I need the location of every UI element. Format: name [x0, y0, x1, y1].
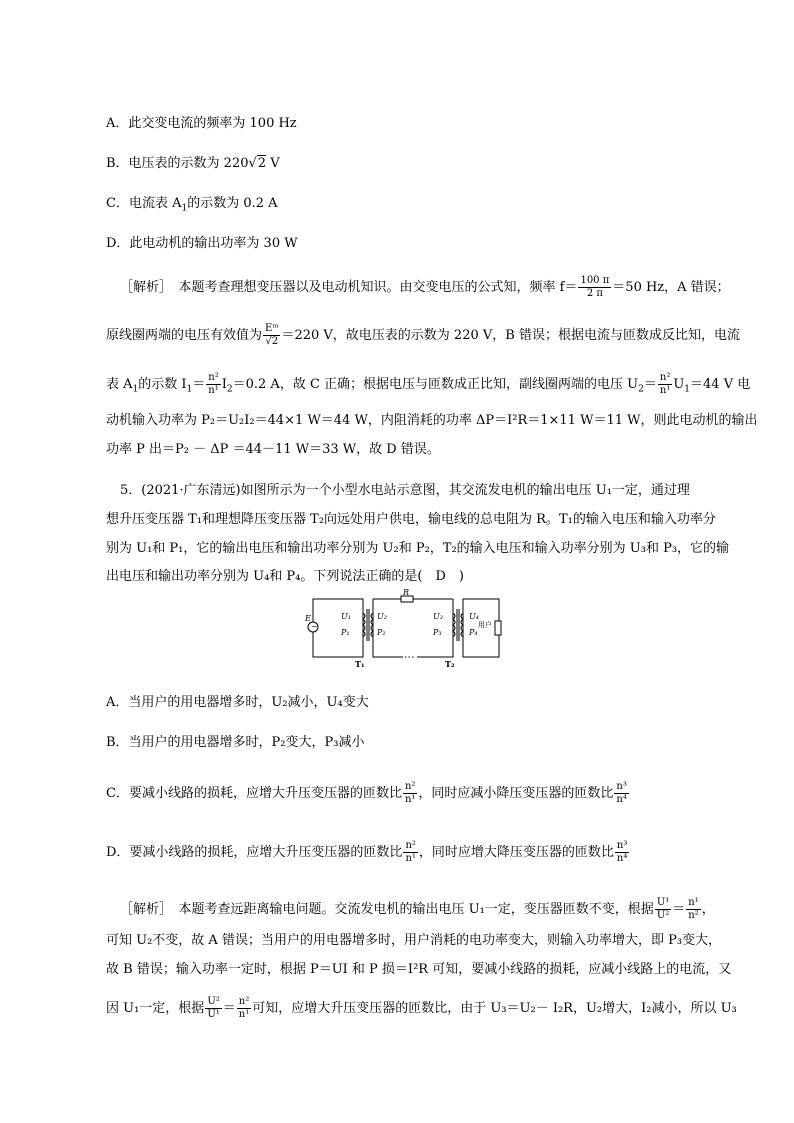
- sol5-line-1: [120, 897, 720, 922]
- sol5-l4-post: 可知，应增大升压变压器的匝数比，由于 U₃＝U₂－ I₂R，U₂增大，I₂减小，所以 U₃: [252, 1001, 737, 1016]
- q5-line-3: 别为 U₁和 P₁，它的输出电压和输出功率分别为 U₂和 P₂，T₂的输入电压和输入功率分别为 U₃和 P₃，它的输: [106, 541, 730, 556]
- frac-den: n⁴: [616, 853, 628, 864]
- q5-line-4: 出电压和输出功率分别为 U₄和 P₄。下列说法正确的是( D ): [106, 569, 464, 584]
- label-u4: U₄: [469, 612, 479, 621]
- q4-option-d: D．此电动机的输出功率为 30 W: [106, 236, 298, 251]
- label-t1: T₁: [355, 659, 365, 669]
- frac-num: n²: [405, 840, 416, 851]
- sol4-l3-b: 的示数 I: [138, 377, 187, 392]
- frac-den: n¹: [405, 853, 416, 864]
- label-p1: P₁: [341, 628, 350, 637]
- sol4-l3-d: ＝: [192, 377, 206, 392]
- q4-option-b-sqrt: 2: [257, 156, 267, 171]
- sol5-l1-post: ，: [701, 902, 715, 917]
- fraction: [578, 275, 611, 300]
- q4-option-a: A．此交变电流的频率为 100 Hz: [106, 116, 297, 131]
- frac-num: U²: [207, 996, 220, 1007]
- frac-den: 2 π: [586, 288, 603, 299]
- sub: 1: [186, 384, 193, 395]
- frac-den: U¹: [207, 1009, 220, 1020]
- q4-option-c-sub: 1: [181, 203, 188, 214]
- frac-num: n²: [208, 372, 219, 383]
- frac-num: n³: [616, 840, 628, 851]
- frac-den: n⁴: [616, 794, 627, 805]
- label-u3: U₃: [433, 612, 443, 621]
- sol4-l3-h: ＝: [643, 377, 657, 392]
- sol5-l1-text: ［解析］ 本题考查远距离输电问题。交流发电机的输出电压 U₁一定，变压器匝数不变，根据: [120, 902, 654, 917]
- sqrt-symbol: √: [248, 156, 257, 171]
- frac-num: 100 π: [580, 275, 610, 286]
- q5-option-c-mid: ，同时应减小降压变压器的匝数比: [418, 786, 614, 801]
- frac-num: n²: [404, 781, 416, 792]
- sol4-l1-post: ＝50 Hz，A 错误；: [612, 280, 730, 295]
- fraction: [615, 840, 629, 865]
- q5-option-b: B．当用户的用电器增多时，P₂变大，P₃减小: [106, 735, 365, 750]
- sol4-line-4: 动机输入功率为 P₂＝U₂I₂＝44×1 W＝44 W，内阻消耗的功率 ΔP＝I²R＝1×11 W＝11 W，则此电动机的输出: [106, 413, 758, 428]
- label-p4: P₄: [469, 628, 478, 637]
- sub: 2: [638, 384, 644, 395]
- sol4-l3-i: U: [673, 377, 685, 392]
- q5-option-d-text: D．要减小线路的损耗，应增大升压变压器的匝数比: [106, 845, 403, 860]
- fraction: [403, 840, 417, 865]
- fraction: [206, 372, 220, 397]
- frac-num: n²: [659, 372, 671, 383]
- label-user: 用户: [478, 621, 492, 629]
- frac-den: n¹: [659, 385, 671, 396]
- sol4-line-1: [120, 275, 730, 300]
- sol4-l3-post: ＝0.2 A，故 C 正确；根据电压与匝数成正比知，副线圈两端的电压 U: [232, 377, 639, 392]
- q5-option-d: [106, 840, 706, 865]
- sol5-l4-eq: ＝: [222, 1001, 236, 1016]
- fraction: [263, 323, 280, 348]
- label-e: E: [305, 614, 311, 623]
- fraction: [205, 996, 221, 1021]
- q5-option-c: [106, 781, 706, 806]
- sol4-l3-a: 表 A: [106, 377, 133, 392]
- label-p3: P₃: [433, 628, 442, 637]
- sol4-line-3: [106, 372, 751, 400]
- label-t2: T₂: [445, 659, 455, 669]
- generator-wave-icon: ~: [311, 622, 318, 631]
- sol5-line-4: [106, 996, 737, 1021]
- frac-den: n¹: [238, 1009, 250, 1020]
- sol4-l2-text: 原线圈两端的电压有效值为: [106, 328, 263, 343]
- label-r: R: [403, 588, 410, 597]
- sub: 2: [226, 384, 233, 395]
- frac-den: n¹: [208, 385, 219, 396]
- sol5-line-3: 故 B 错误；输入功率一定时，根据 P＝UI 和 P 损＝I²R 可知，要减小线路的损耗，应减小线路上的电流，又: [106, 962, 732, 977]
- q4-option-b-text: B．电压表的示数为 220: [106, 156, 249, 171]
- frac-den: n¹: [404, 794, 416, 805]
- sol4-line-5: 功率 P 出＝P₂ － ΔP ＝44－11 W＝33 W，故 D 错误。: [106, 442, 440, 457]
- frac-num: n¹: [688, 897, 699, 908]
- fraction: [686, 897, 700, 922]
- frac-den: √2: [265, 336, 279, 347]
- q4-option-b-unit: V: [266, 156, 280, 171]
- sol5-l1-eq: ＝: [672, 902, 686, 917]
- fraction: [614, 781, 628, 806]
- q5-option-a: A．当用户的用电器增多时，U₂减小，U₄变大: [106, 695, 369, 710]
- user-load: [495, 621, 501, 635]
- label-p2: P₂: [377, 628, 386, 637]
- frac-den: U²: [656, 910, 670, 921]
- sol4-l3-k: ＝44 V 电: [690, 377, 751, 392]
- frac-num: n³: [616, 781, 627, 792]
- sol5-l4-text: 因 U₁一定，根据: [106, 1001, 205, 1016]
- fraction: [658, 372, 672, 397]
- frac-num: n²: [238, 996, 250, 1007]
- sol4-line-2: [106, 323, 740, 348]
- q5-line-2: 想升压变压器 T₁和理想降压变压器 T₂向远处用户供电，输电线的总电阻为 R。T₁的输入电压和输入功率分: [106, 512, 716, 527]
- generator-loop: [313, 599, 363, 657]
- fraction: [403, 781, 417, 806]
- sol4-l3-e: I: [221, 377, 227, 392]
- sol4-l2-post: ＝220 V，故电压表的示数为 220 V，B 错误；根据电流与匝数成反比知，电流: [281, 328, 740, 343]
- q4-option-c-rest: 的示数为 0.2 A: [187, 196, 278, 211]
- frac-num: Eᵐ: [265, 323, 279, 334]
- power-station-circuit-diagram: [305, 588, 505, 669]
- q5-line-1: 5．(2021·广东清远)如图所示为一个小型水电站示意图，其交流发电机的输出电压 U₁一定，通过理: [120, 483, 690, 498]
- fraction: [237, 996, 251, 1021]
- fraction: [655, 897, 671, 922]
- sol4-l1-text: ［解析］ 本题考查理想变压器以及电动机知识。由交变电压的公式知，频率 f＝: [120, 280, 578, 295]
- q4-option-c: [106, 194, 706, 219]
- q4-option-c-text: C．电流表 A: [106, 196, 182, 211]
- q4-option-b: [106, 154, 706, 174]
- sub: 1: [132, 384, 139, 395]
- frac-den: n²: [688, 910, 699, 921]
- q5-option-c-text: C．要减小线路的损耗，应增大升压变压器的匝数比: [106, 786, 402, 801]
- frac-num: U¹: [656, 897, 670, 908]
- label-u2: U₂: [377, 612, 387, 621]
- sol5-line-2: 可知 U₂不变，故 A 错误；当用户的用电器增多时，用户消耗的电功率变大，则输入功率增大，即 P₃变大，: [106, 933, 722, 948]
- q5-option-d-mid: ，同时应增大降压变压器的匝数比: [418, 845, 614, 860]
- label-u1: U₁: [341, 612, 351, 621]
- sub: 1: [684, 384, 691, 395]
